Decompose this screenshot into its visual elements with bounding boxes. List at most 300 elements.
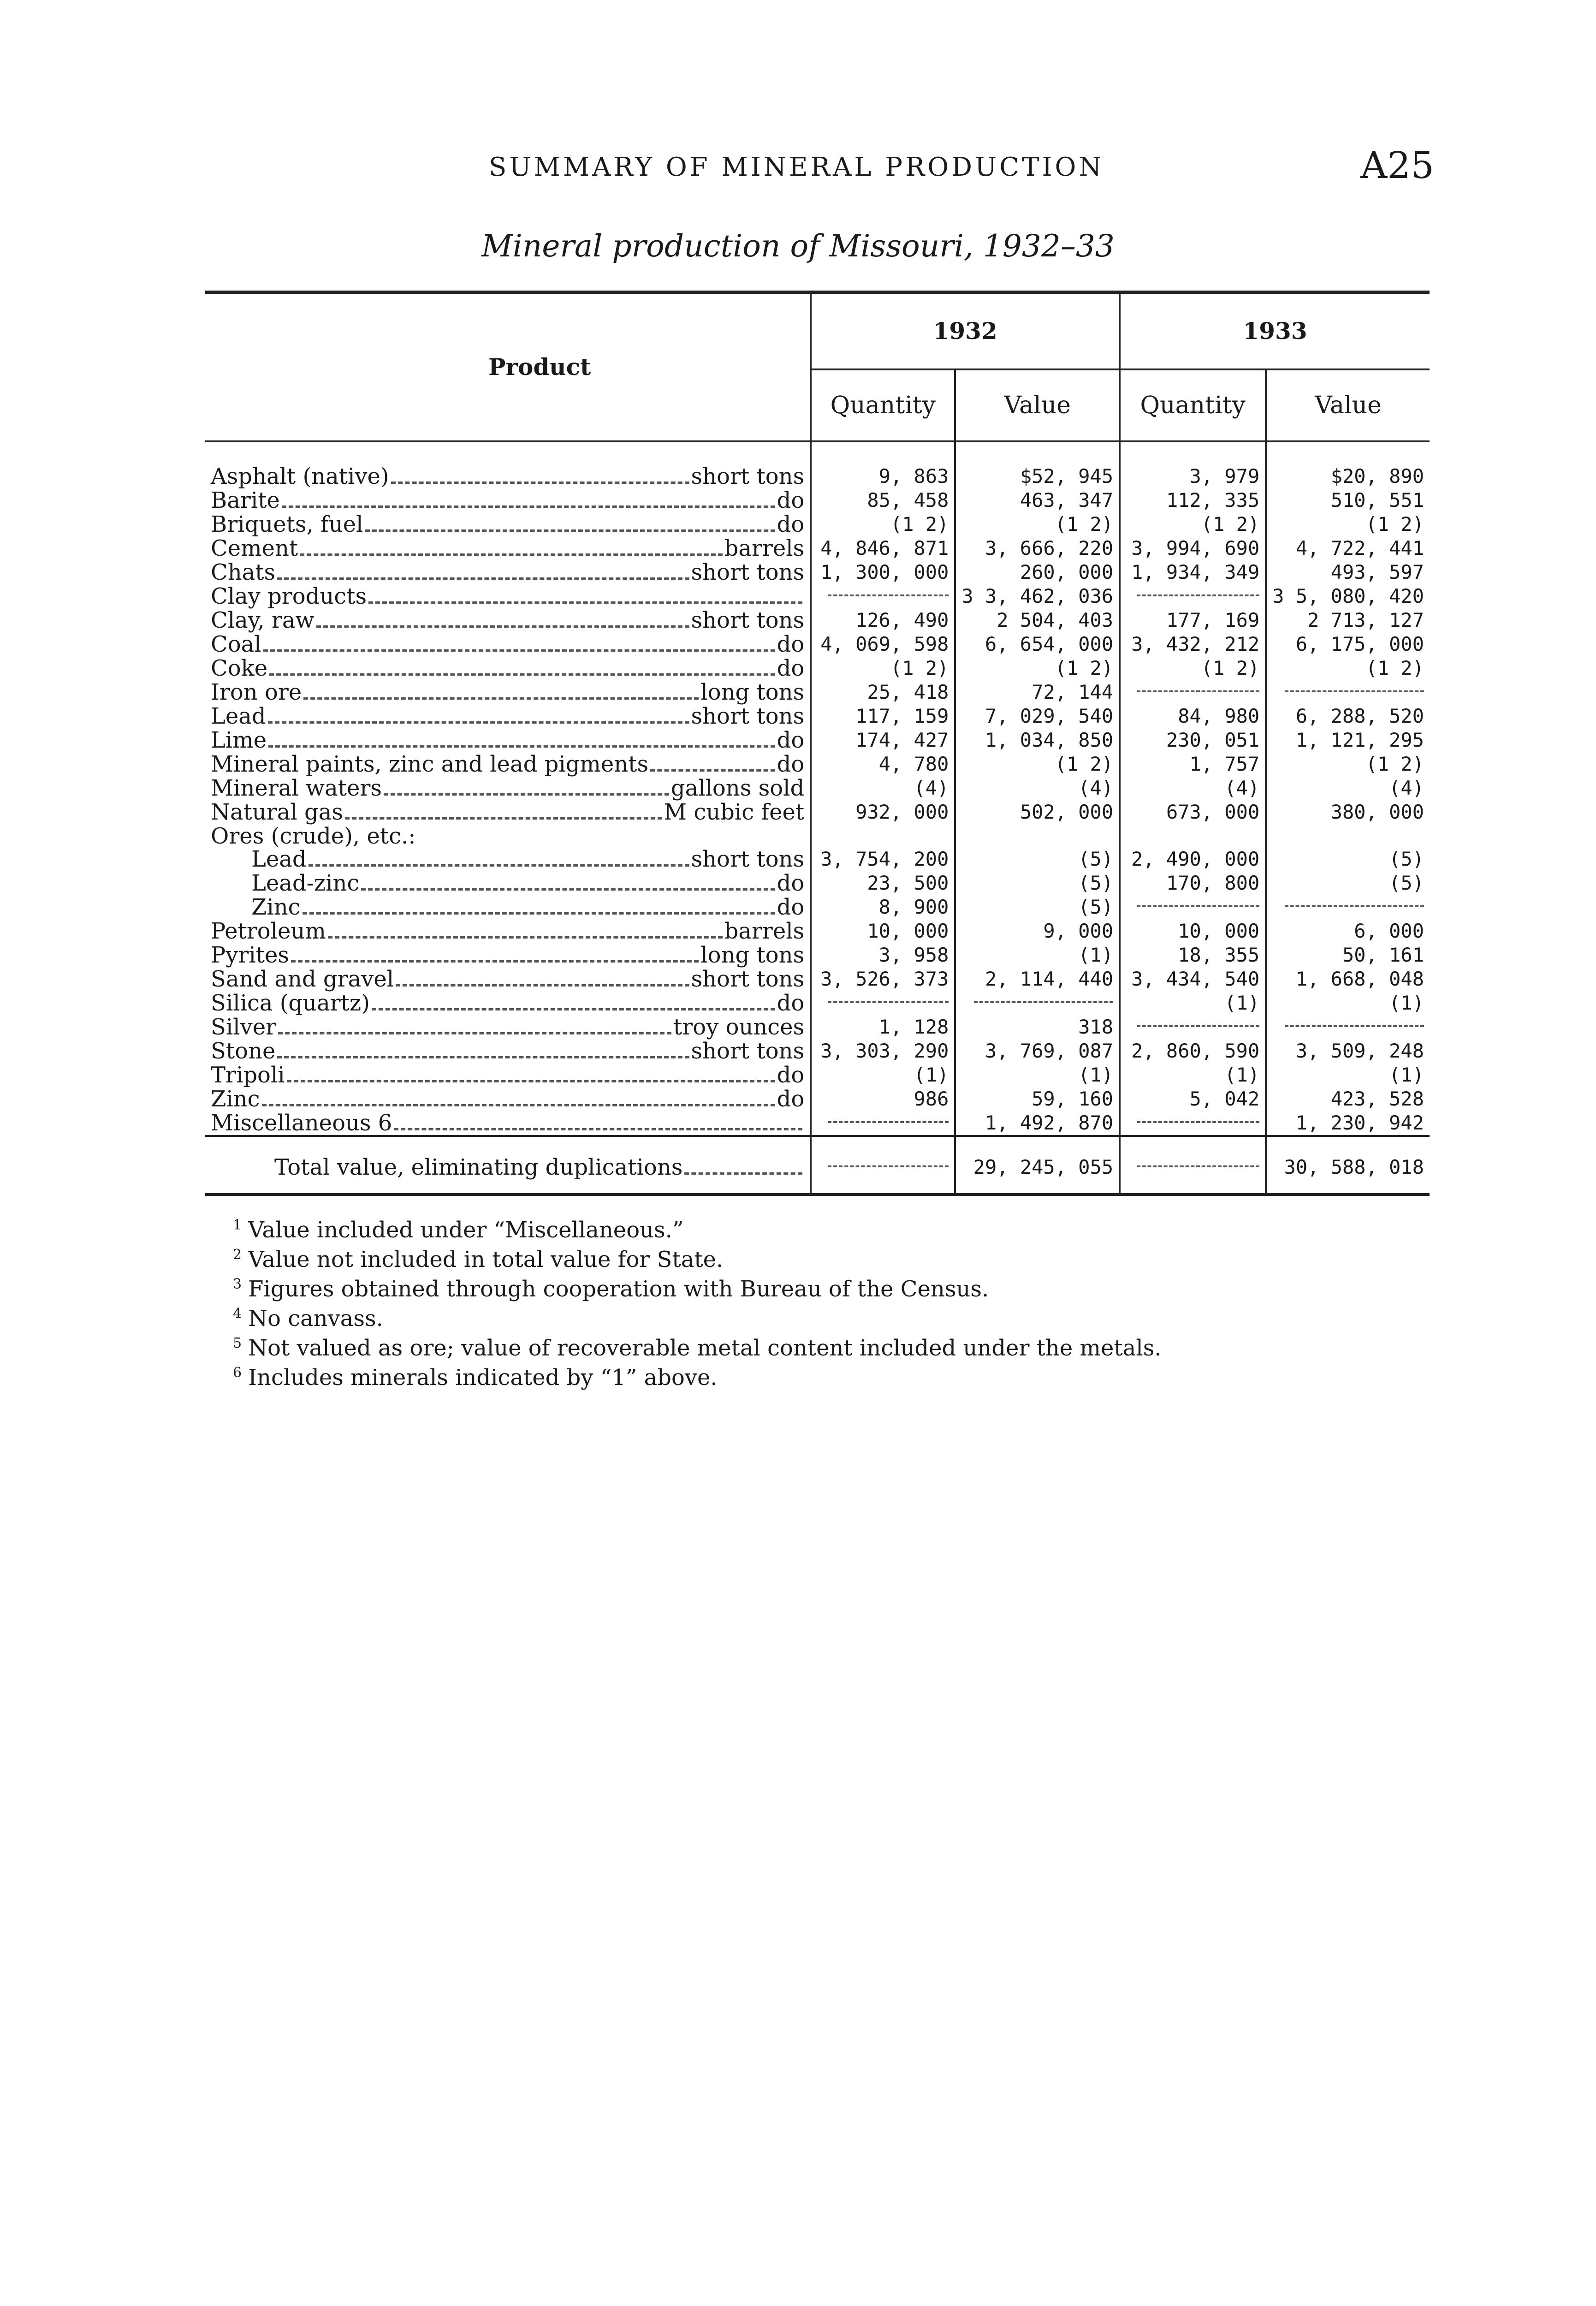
dot-leader xyxy=(361,888,775,891)
dot-leader xyxy=(278,1032,671,1034)
value-cell: 260, 000 xyxy=(955,560,1120,584)
quantity-cell xyxy=(1120,824,1266,847)
table-row xyxy=(205,824,1430,847)
value-cell: 72, 144 xyxy=(955,680,1120,704)
product-name: Lead-zinc xyxy=(251,870,360,896)
value-cell: (1 2) xyxy=(955,512,1120,536)
product-name: Silica (quartz) xyxy=(211,990,370,1016)
footnote-text: Includes minerals indicated by “1” above. xyxy=(248,1365,718,1391)
product-name: Zinc xyxy=(251,894,301,920)
product-unit: do xyxy=(777,511,805,537)
product-unit: barrels xyxy=(724,918,805,944)
table-row xyxy=(205,728,1430,752)
quantity-cell: 1, 300, 000 xyxy=(811,560,955,584)
value-cell: (5) xyxy=(1266,847,1430,871)
page-number: A25 xyxy=(1360,144,1434,187)
value-cell: 380, 000 xyxy=(1266,800,1430,824)
quantity-cell: 9, 863 xyxy=(811,441,955,488)
product-cell xyxy=(205,1039,810,1062)
product-cell xyxy=(205,488,810,511)
table-row xyxy=(205,1063,1430,1087)
value-cell: (5) xyxy=(955,871,1120,895)
product-name: Lead xyxy=(251,846,307,872)
product-cell xyxy=(205,584,810,607)
table-body xyxy=(205,441,1430,1219)
quantity-cell: 10, 000 xyxy=(1120,919,1266,943)
product-cell xyxy=(205,919,810,942)
value-cell: 1, 034, 850 xyxy=(955,728,1120,752)
table-row xyxy=(205,1039,1430,1063)
quantity-cell: (1 2) xyxy=(1120,656,1266,680)
dot-leader xyxy=(282,505,775,508)
table-row xyxy=(205,800,1430,824)
quantity-cell: 2, 860, 590 xyxy=(1120,1039,1266,1063)
value-cell: 9, 000 xyxy=(955,919,1120,943)
value-cell: 6, 288, 520 xyxy=(1266,704,1430,728)
dash-rule xyxy=(1137,690,1259,692)
table-row xyxy=(205,632,1430,656)
quantity-cell: 3, 303, 290 xyxy=(811,1039,955,1063)
value-cell: $20, 890 xyxy=(1266,441,1430,488)
value-cell: (5) xyxy=(1266,871,1430,895)
product-name: Tripoli xyxy=(211,1062,285,1088)
table-row xyxy=(205,680,1430,704)
value-cell: 1, 492, 870 xyxy=(955,1111,1120,1136)
footnote xyxy=(233,1331,1162,1361)
product-cell xyxy=(205,847,810,870)
table-row xyxy=(205,512,1430,536)
dash-rule xyxy=(828,1165,949,1167)
table-row xyxy=(205,776,1430,800)
product-unit: short tons xyxy=(691,559,805,585)
quantity-cell: (1) xyxy=(1120,991,1266,1015)
value-cell: 1, 668, 048 xyxy=(1266,967,1430,991)
value-cell: (1 2) xyxy=(955,656,1120,680)
total-label-cell xyxy=(205,1137,810,1192)
quantity-cell: (1) xyxy=(811,1063,955,1087)
quantity-cell: 4, 846, 871 xyxy=(811,536,955,560)
dot-leader xyxy=(300,553,722,556)
dot-leader xyxy=(268,745,775,748)
value-cell: 3, 666, 220 xyxy=(955,536,1120,560)
quantity-cell: 3, 754, 200 xyxy=(811,847,955,871)
product-cell xyxy=(205,991,810,1014)
quantity-cell: 3, 432, 212 xyxy=(1120,632,1266,656)
quantity-cell: (4) xyxy=(811,776,955,800)
product-cell xyxy=(205,608,810,631)
value-cell: 6, 000 xyxy=(1266,919,1430,943)
footnote-text: Value not included in total value for State. xyxy=(248,1247,724,1272)
dash-rule xyxy=(828,594,949,596)
table-row xyxy=(205,560,1430,584)
product-name: Lime xyxy=(211,727,267,753)
quantity-cell: 2, 490, 000 xyxy=(1120,847,1266,871)
table-caption: Mineral production of Missouri, 1932–33 xyxy=(481,228,1115,264)
quantity-cell xyxy=(811,584,955,608)
dot-leader xyxy=(384,793,669,796)
value-cell: 1, 230, 942 xyxy=(1266,1111,1430,1136)
product-cell xyxy=(205,871,810,894)
product-unit: do xyxy=(777,487,805,513)
table-row xyxy=(205,943,1430,967)
quantity-cell xyxy=(1120,1015,1266,1039)
dot-leader xyxy=(368,601,802,604)
value-cell: (1 2) xyxy=(1266,656,1430,680)
total-value-cell: 30, 588, 018 xyxy=(1266,1136,1430,1195)
quantity-cell: 3, 979 xyxy=(1120,441,1266,488)
quantity-cell xyxy=(1120,1111,1266,1136)
value-cell: 2 504, 403 xyxy=(955,608,1120,632)
product-cell xyxy=(205,1063,810,1086)
footnote xyxy=(233,1302,1162,1331)
table-row xyxy=(205,919,1430,943)
dot-leader xyxy=(345,817,662,820)
quantity-cell: 230, 051 xyxy=(1120,728,1266,752)
table-row xyxy=(205,871,1430,895)
product-unit: do xyxy=(777,751,805,777)
footnote-mark: 2 xyxy=(233,1247,242,1263)
dot-leader xyxy=(269,673,775,676)
value-cell: 463, 347 xyxy=(955,488,1120,512)
product-name: Chats xyxy=(211,559,276,585)
dot-leader xyxy=(291,960,699,963)
dot-leader xyxy=(262,1104,775,1106)
footnote-mark: 1 xyxy=(233,1217,242,1233)
quantity-cell: 84, 980 xyxy=(1120,704,1266,728)
product-cell xyxy=(205,824,810,847)
table-row xyxy=(205,608,1430,632)
quantity-cell: 177, 169 xyxy=(1120,608,1266,632)
quantity-cell: (1 2) xyxy=(1120,512,1266,536)
table-row xyxy=(205,967,1430,991)
footnote-text: Figures obtained through cooperation with Bureau of the Census. xyxy=(248,1276,989,1302)
dot-leader xyxy=(287,1080,775,1082)
product-name: Lead xyxy=(211,703,266,729)
product-column-header: Product xyxy=(488,353,591,380)
table-row xyxy=(205,584,1430,608)
footnote-text: Not valued as ore; value of recoverable metal content included under the metals. xyxy=(248,1335,1162,1361)
quantity-cell: 673, 000 xyxy=(1120,800,1266,824)
product-unit: do xyxy=(777,990,805,1016)
dot-leader xyxy=(263,649,775,652)
quantity-cell: 932, 000 xyxy=(811,800,955,824)
product-unit: do xyxy=(777,1062,805,1088)
footnote-mark: 5 xyxy=(233,1335,242,1351)
dot-leader xyxy=(394,1128,802,1130)
value-cell xyxy=(955,991,1120,1015)
dot-leader xyxy=(391,481,689,484)
value-cell: 502, 000 xyxy=(955,800,1120,824)
value-cell: 2 713, 127 xyxy=(1266,608,1430,632)
quantity-cell xyxy=(811,1111,955,1136)
product-name: Petroleum xyxy=(211,918,326,944)
dash-cell xyxy=(811,1136,955,1195)
value-cell: 6, 654, 000 xyxy=(955,632,1120,656)
product-unit: do xyxy=(777,870,805,896)
table-row xyxy=(205,895,1430,919)
value-cell xyxy=(1266,1015,1430,1039)
footnote xyxy=(233,1361,1162,1390)
product-unit: barrels xyxy=(724,535,805,561)
product-cell xyxy=(205,442,810,487)
dash-rule xyxy=(1137,1165,1259,1167)
dot-leader xyxy=(277,1056,689,1058)
year-header-1932: 1932 xyxy=(811,292,1120,370)
table-row xyxy=(205,752,1430,776)
dash-rule xyxy=(1285,1025,1424,1027)
product-cell xyxy=(205,776,810,799)
quantity-header-1933: Quantity xyxy=(1120,369,1266,441)
product-cell xyxy=(205,943,810,966)
quantity-cell: 85, 458 xyxy=(811,488,955,512)
value-cell: (5) xyxy=(955,895,1120,919)
product-cell xyxy=(205,1087,810,1110)
quantity-cell xyxy=(811,991,955,1015)
dash-rule xyxy=(1137,905,1259,907)
dot-leader xyxy=(365,529,775,532)
product-unit: do xyxy=(777,1086,805,1112)
footnote-text: No canvass. xyxy=(248,1306,383,1331)
dot-leader xyxy=(396,984,689,987)
footnotes xyxy=(233,1213,1162,1390)
value-cell: (5) xyxy=(955,847,1120,871)
product-cell xyxy=(205,632,810,655)
page-header xyxy=(489,144,1434,194)
dot-leader xyxy=(316,625,689,628)
dash-rule xyxy=(828,1001,949,1003)
value-cell: (4) xyxy=(955,776,1120,800)
product-name: Mineral paints, zinc and lead pigments xyxy=(211,751,649,777)
dash-rule xyxy=(974,1001,1113,1003)
value-cell: (1) xyxy=(955,1063,1120,1087)
product-name: Briquets, fuel xyxy=(211,511,363,537)
product-name: Asphalt (native) xyxy=(211,464,389,489)
dot-leader xyxy=(372,1008,775,1010)
value-cell: 423, 528 xyxy=(1266,1087,1430,1111)
product-cell xyxy=(205,536,810,559)
product-unit: M cubic feet xyxy=(664,799,805,825)
quantity-cell: (1 2) xyxy=(811,512,955,536)
value-cell: (1 2) xyxy=(1266,512,1430,536)
product-unit: troy ounces xyxy=(673,1014,805,1040)
dot-leader xyxy=(268,721,689,724)
product-unit: do xyxy=(777,655,805,681)
product-cell xyxy=(205,967,810,990)
table-row xyxy=(205,536,1430,560)
value-cell: 7, 029, 540 xyxy=(955,704,1120,728)
product-unit: short tons xyxy=(691,1038,805,1064)
product-name: Cement xyxy=(211,535,298,561)
product-name: Coal xyxy=(211,631,261,657)
value-cell: 510, 551 xyxy=(1266,488,1430,512)
value-cell: (4) xyxy=(1266,776,1430,800)
quantity-cell: 10, 000 xyxy=(811,919,955,943)
value-cell: (1 2) xyxy=(955,752,1120,776)
mineral-production-table xyxy=(205,291,1430,1219)
dash-cell xyxy=(1120,1136,1266,1195)
quantity-cell: 170, 800 xyxy=(1120,871,1266,895)
quantity-header-1932: Quantity xyxy=(811,369,955,441)
total-label: Total value, eliminating duplications xyxy=(274,1154,683,1180)
quantity-cell: 1, 757 xyxy=(1120,752,1266,776)
dot-leader xyxy=(650,769,775,772)
value-cell: 59, 160 xyxy=(955,1087,1120,1111)
value-cell: 3, 769, 087 xyxy=(955,1039,1120,1063)
dot-leader xyxy=(303,697,699,700)
product-unit: gallons sold xyxy=(670,775,805,801)
value-cell: (1) xyxy=(1266,1063,1430,1087)
quantity-cell: 3, 958 xyxy=(811,943,955,967)
footnote-mark: 4 xyxy=(233,1306,242,1322)
value-cell xyxy=(955,824,1120,847)
footnote xyxy=(233,1272,1162,1302)
product-name: Clay, raw xyxy=(211,607,314,633)
product-name: Iron ore xyxy=(211,679,302,705)
value-cell: (1) xyxy=(955,943,1120,967)
product-unit: do xyxy=(777,631,805,657)
product-unit: do xyxy=(777,894,805,920)
value-cell: 6, 175, 000 xyxy=(1266,632,1430,656)
product-name: Barite xyxy=(211,487,280,513)
table-row xyxy=(205,656,1430,680)
quantity-cell xyxy=(1120,895,1266,919)
quantity-cell: 1, 128 xyxy=(811,1015,955,1039)
value-header-1933: Value xyxy=(1266,369,1430,441)
product-cell xyxy=(205,1015,810,1038)
value-cell: (1 2) xyxy=(1266,752,1430,776)
quantity-cell: (1) xyxy=(1120,1063,1266,1087)
product-name: Ores (crude), etc.: xyxy=(211,823,416,849)
value-cell: 2, 114, 440 xyxy=(955,967,1120,991)
dot-leader xyxy=(309,864,689,867)
product-unit: long tons xyxy=(700,679,805,705)
footnote-text: Value included under “Miscellaneous.” xyxy=(248,1217,684,1243)
quantity-cell: 986 xyxy=(811,1087,955,1111)
product-cell xyxy=(205,895,810,918)
product-name: Pyrites xyxy=(211,942,290,968)
footnote-mark: 3 xyxy=(233,1276,242,1292)
quantity-cell: 3, 994, 690 xyxy=(1120,536,1266,560)
product-name: Silver xyxy=(211,1014,277,1040)
product-cell xyxy=(205,560,810,583)
quantity-cell xyxy=(1120,680,1266,704)
value-cell: 50, 161 xyxy=(1266,943,1430,967)
product-unit: do xyxy=(777,727,805,753)
product-name: Clay products xyxy=(211,583,367,609)
value-cell xyxy=(1266,895,1430,919)
quantity-cell: 8, 900 xyxy=(811,895,955,919)
value-cell: 3, 509, 248 xyxy=(1266,1039,1430,1063)
footnote xyxy=(233,1242,1162,1272)
value-cell xyxy=(1266,824,1430,847)
product-name: Zinc xyxy=(211,1086,260,1112)
product-unit: short tons xyxy=(691,846,805,872)
table-row xyxy=(205,991,1430,1015)
table-row xyxy=(205,1111,1430,1136)
product-unit: short tons xyxy=(691,607,805,633)
quantity-cell: 174, 427 xyxy=(811,728,955,752)
value-cell: 3 5, 080, 420 xyxy=(1266,584,1430,608)
footnote-mark: 6 xyxy=(233,1365,242,1381)
dash-rule xyxy=(1137,1121,1259,1123)
product-cell xyxy=(205,656,810,679)
dot-leader xyxy=(303,912,775,915)
product-cell xyxy=(205,512,810,535)
table-row xyxy=(205,1087,1430,1111)
table-row xyxy=(205,441,1430,488)
quantity-cell: 3, 526, 373 xyxy=(811,967,955,991)
quantity-cell: 4, 780 xyxy=(811,752,955,776)
quantity-cell: (1 2) xyxy=(811,656,955,680)
table-row xyxy=(205,704,1430,728)
product-name: Miscellaneous 6 xyxy=(211,1110,392,1136)
quantity-cell: 18, 355 xyxy=(1120,943,1266,967)
quantity-cell: 4, 069, 598 xyxy=(811,632,955,656)
value-cell: 3 3, 462, 036 xyxy=(955,584,1120,608)
dot-leader xyxy=(277,577,689,580)
footnote xyxy=(233,1213,1162,1242)
product-unit: short tons xyxy=(691,703,805,729)
product-name: Stone xyxy=(211,1038,276,1064)
quantity-cell: 3, 434, 540 xyxy=(1120,967,1266,991)
value-cell: $52, 945 xyxy=(955,441,1120,488)
value-cell: 4, 722, 441 xyxy=(1266,536,1430,560)
product-unit: short tons xyxy=(691,464,805,489)
product-name: Sand and gravel xyxy=(211,966,394,992)
year-header-1933: 1933 xyxy=(1120,292,1430,370)
product-cell xyxy=(205,800,810,823)
product-cell xyxy=(205,752,810,775)
total-row xyxy=(205,1136,1430,1195)
value-cell xyxy=(1266,680,1430,704)
value-header-1932: Value xyxy=(955,369,1120,441)
product-cell xyxy=(205,704,810,727)
value-cell: (1) xyxy=(1266,991,1430,1015)
value-cell: 493, 597 xyxy=(1266,560,1430,584)
table-row xyxy=(205,847,1430,871)
product-name: Coke xyxy=(211,655,268,681)
quantity-cell: 25, 418 xyxy=(811,680,955,704)
quantity-cell: 126, 490 xyxy=(811,608,955,632)
dot-leader xyxy=(328,936,723,939)
product-unit: short tons xyxy=(691,966,805,992)
total-value-cell: 29, 245, 055 xyxy=(955,1136,1120,1195)
table-row xyxy=(205,1015,1430,1039)
dash-rule xyxy=(1137,594,1259,596)
quantity-cell xyxy=(811,824,955,847)
quantity-cell: 112, 335 xyxy=(1120,488,1266,512)
dash-rule xyxy=(1285,690,1424,692)
quantity-cell: 1, 934, 349 xyxy=(1120,560,1266,584)
product-unit: long tons xyxy=(700,942,805,968)
product-name: Mineral waters xyxy=(211,775,382,801)
dash-rule xyxy=(1137,1025,1259,1027)
running-title: SUMMARY OF MINERAL PRODUCTION xyxy=(489,152,1104,182)
quantity-cell: 5, 042 xyxy=(1120,1087,1266,1111)
dash-rule xyxy=(1285,905,1424,907)
quantity-cell: 23, 500 xyxy=(811,871,955,895)
quantity-cell: (4) xyxy=(1120,776,1266,800)
product-cell xyxy=(205,1111,810,1134)
value-cell: 1, 121, 295 xyxy=(1266,728,1430,752)
dash-rule xyxy=(828,1121,949,1123)
product-cell xyxy=(205,728,810,751)
product-name: Natural gas xyxy=(211,799,343,825)
quantity-cell: 117, 159 xyxy=(811,704,955,728)
table-row xyxy=(205,488,1430,512)
quantity-cell xyxy=(1120,584,1266,608)
dot-leader xyxy=(684,1172,802,1175)
